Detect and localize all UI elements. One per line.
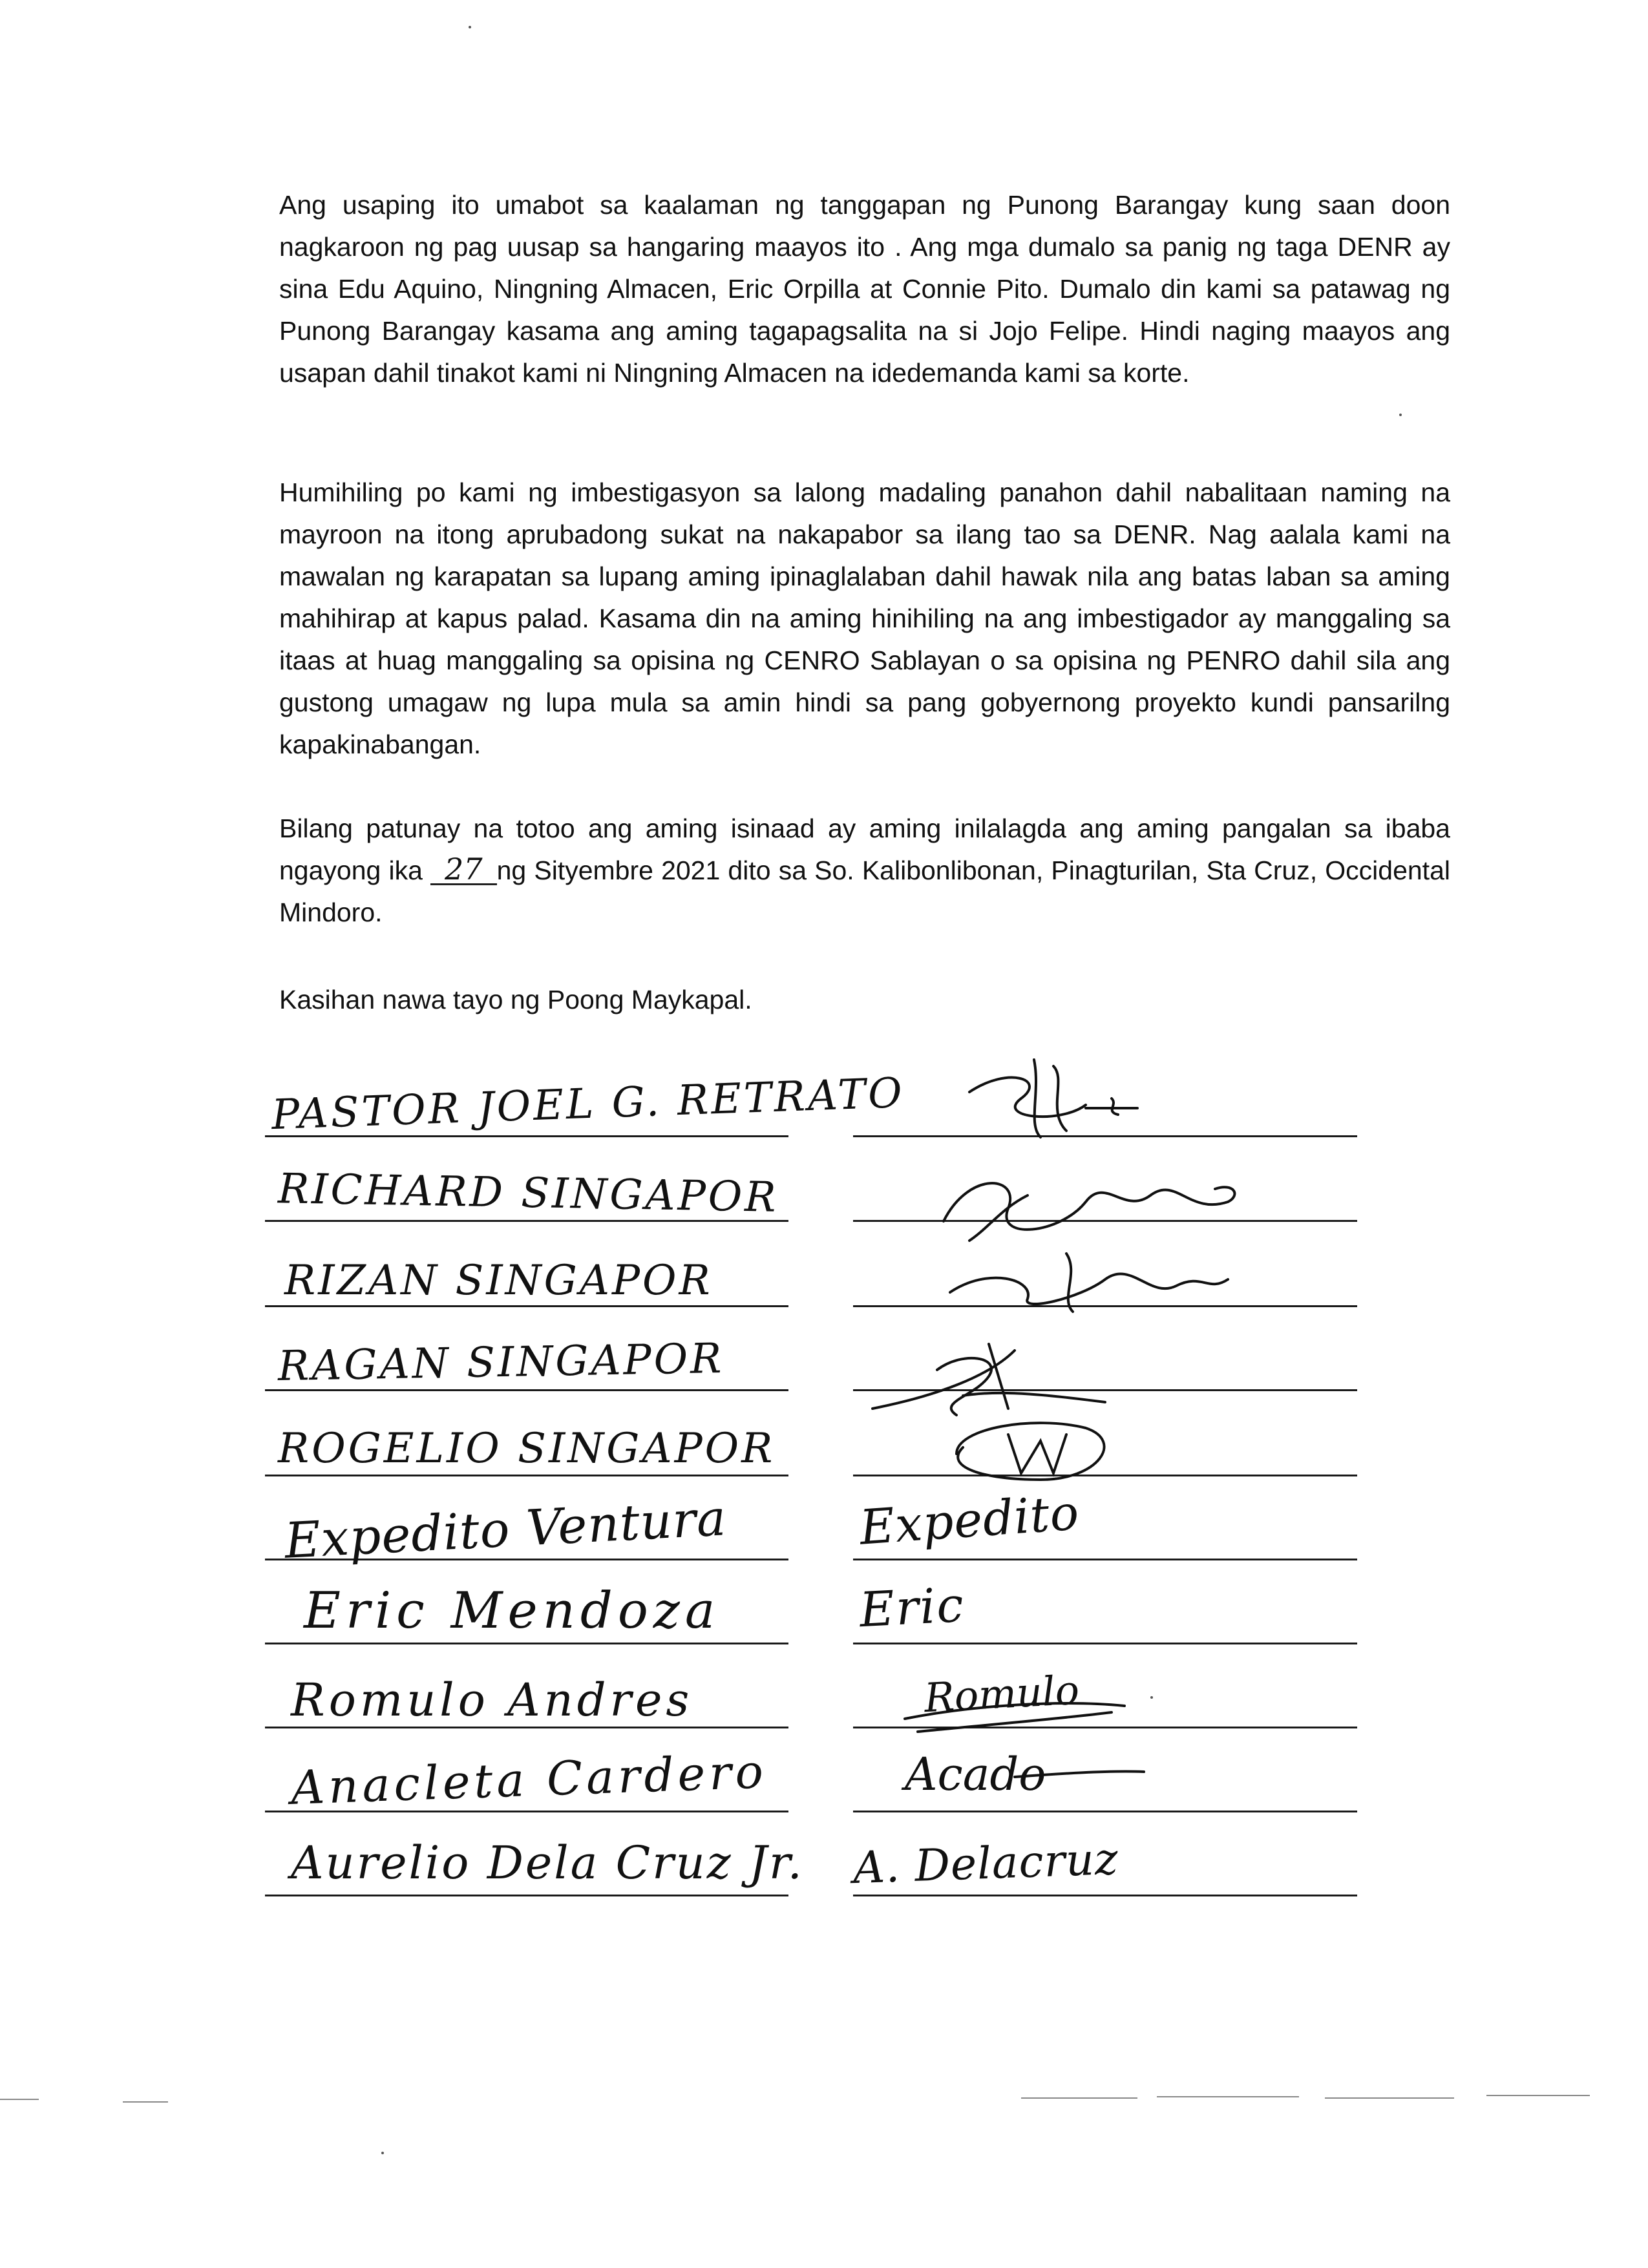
signature-mark: [937, 1241, 1241, 1318]
signature-mark: [956, 1053, 1150, 1144]
handwritten-name: RICHARD SINGAPOR: [277, 1165, 779, 1222]
name-line: [265, 1727, 788, 1728]
scan-speck: [381, 2152, 384, 2154]
signature-text: A. Delacruz: [852, 1833, 1119, 1895]
signature-mark: [937, 1409, 1125, 1493]
scan-dash: [0, 2099, 39, 2100]
signature-flourish: [892, 1680, 1137, 1738]
date-day-handwritten: 27: [430, 855, 497, 885]
signature-text: Expedito: [858, 1485, 1081, 1556]
signature-line: [853, 1895, 1357, 1896]
scan-speck: [1150, 1696, 1153, 1699]
signature-text: Eric: [858, 1577, 966, 1639]
signature-text: Romulo: [923, 1666, 1081, 1722]
scan-dash: [1486, 2095, 1590, 2096]
attestation-text-after: ng Sityembre 2021 dito sa So. Kalibonlibonan, Pinagturilan, Sta Cruz, Occidental Mindoro.: [279, 856, 1450, 927]
handwritten-name: RIZAN SINGAPOR: [284, 1257, 713, 1305]
name-line: [265, 1895, 788, 1896]
scan-speck: [1399, 414, 1402, 416]
handwritten-name: Eric Mendoza: [304, 1582, 721, 1640]
name-line: [265, 1389, 788, 1391]
scan-dash: [1325, 2097, 1454, 2099]
scan-speck: [469, 26, 471, 28]
scan-dash: [1021, 2097, 1137, 2099]
scan-dash: [123, 2101, 168, 2103]
signature-mark: [931, 1157, 1254, 1254]
signature-flourish: [1008, 1758, 1150, 1796]
signature-line: [853, 1643, 1357, 1644]
handwritten-name: Anacleta Cardero: [290, 1744, 768, 1815]
paragraph-blessing: Kasihan nawa tayo ng Poong Maykapal.: [279, 985, 752, 1014]
handwritten-name: Aurelio Dela Cruz Jr.: [291, 1836, 804, 1889]
signature-line: [853, 1811, 1357, 1812]
name-line: [265, 1305, 788, 1307]
handwritten-name: Romulo Andres: [291, 1674, 693, 1727]
signature-text: Acado: [905, 1748, 1046, 1801]
handwritten-name: Expedito Ventura: [283, 1489, 728, 1570]
signature-line: [853, 1559, 1357, 1560]
name-line: [265, 1475, 788, 1476]
paragraph-barangay-meeting: Ang usaping ito umabot sa kaalaman ng tanggapan ng Punong Barangay kung saan doon nagkaroon ng pag uusap sa hangaring maayos ito . Ang mga dumalo sa panig ng taga DENR ay sina Edu Aquino, Ningning Almacen, Eric Orpilla at Connie Pito. Dumalo din kami sa patawag ng Punong Barangay kasama ang aming tagapagsalita na si Jojo Felipe. Hindi naging maayos ang usapan dahil tinakot kami ni Ningning Almacen na idedemanda kami sa korte.: [279, 190, 1450, 388]
paragraph-investigation-request: Humihiling po kami ng imbestigasyon sa lalong madaling panahon dahil nabalitaan naming na mayroon na itong aprubadong sukat na nakapabor sa ilang tao sa DENR. Nag aalala kami na mawalan ng karapatan sa lupang aming ipinaglalaban dahil hawak nila ang batas laban sa aming mahihirap at kapus palad. Kasama din na aming hinihiling na ang imbestigador ay manggaling sa itaas at huag manggaling sa opisina ng CENRO Sablayan o sa opisina ng PENRO dahil sila ang gustong umagaw ng lupa mula sa amin hindi sa pang gobyernong proyekto kundi pansarilng kapakinabangan.: [279, 478, 1450, 759]
handwritten-name: RAGAN SINGAPOR: [277, 1334, 724, 1391]
attestation-text-before: Bilang patunay na totoo ang aming isinaad ay aming inilalagda ang aming pangalan sa ibaba ngayong ika: [279, 814, 1450, 885]
scan-dash: [1157, 2096, 1299, 2097]
handwritten-name: ROGELIO SINGAPOR: [278, 1425, 776, 1473]
name-line: [265, 1643, 788, 1644]
handwritten-name: PASTOR JOEL G. RETRATO: [271, 1069, 905, 1140]
